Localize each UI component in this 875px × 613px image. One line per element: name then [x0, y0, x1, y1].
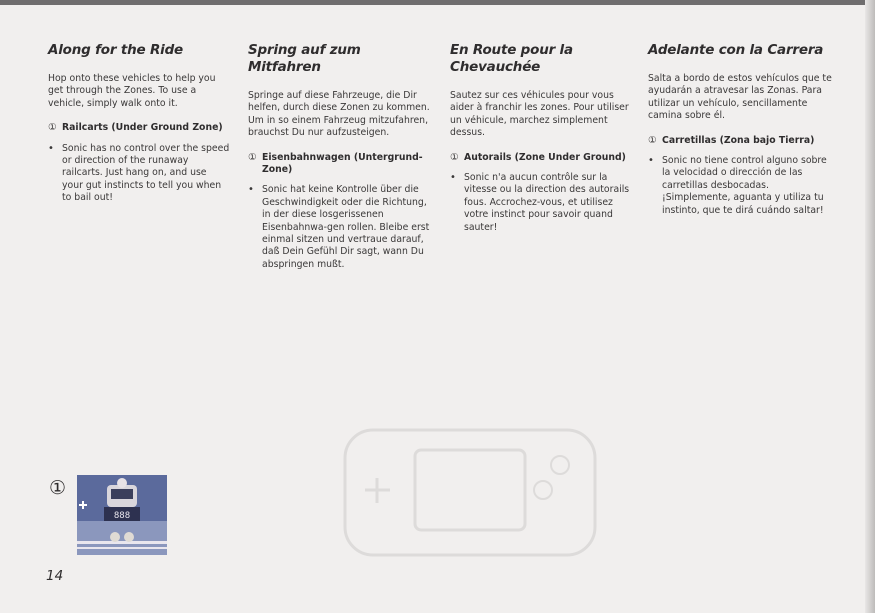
figure-number: ①: [49, 477, 67, 499]
item-title: Autorails (Zone Under Ground): [464, 151, 626, 163]
page-number: 14: [46, 568, 64, 584]
item-number: ①: [648, 134, 657, 146]
bullet-text: Sonic n'a aucun contrôle sur la vitesse ou la direction des autorails fous. Accrochez-vous, et utilisez votre instinct pour savoir quand sauter!: [464, 172, 630, 233]
column-title: Spring auf zum Mitfahren: [248, 42, 361, 75]
bullet-symbol: •: [450, 172, 456, 184]
column-intro: Sautez sur ces véhicules pour vous aider à franchir les zones. Pour utiliser un véhicule, marchez simplement dessus.: [450, 90, 629, 139]
column-intro: Springe auf diese Fahrzeuge, die Dir helfen, durch diese Zonen zu kommen. Um in so einem Fahrzeug mitzufahren, brauchst Du nur aufzusteigen.: [248, 90, 430, 139]
bullet-text: Sonic has no control over the speed or direction of the runaway railcarts. Just hang on, and use your gut instincts to tell you when to bail out!: [62, 142, 230, 204]
game-screenshot-railcart: [77, 475, 167, 555]
hud-counter: 888: [113, 511, 131, 521]
column-french: [450, 42, 630, 234]
page-top-edge: [0, 0, 875, 5]
bullet-text: Sonic hat keine Kontrolle über die Geschwindigkeit oder die Richtung, in der diese losgerissenen Eisenbahnwa-gen rollen. Bleibe erst einmal sitzen und vertraue darauf, daß Dein Gefühl Dir sagt, wann Du abspringen mußt.: [262, 184, 430, 270]
vehicle-heading: [48, 122, 230, 134]
bullet-item: [48, 143, 230, 205]
column-english: [48, 42, 230, 205]
bullet-item: [648, 155, 836, 217]
bullet-item: [248, 184, 432, 271]
column-title: Adelante con la Carrera: [648, 42, 824, 58]
column-title: Along for the Ride: [48, 42, 183, 58]
vehicle-heading: [248, 152, 432, 177]
bullet-item: [450, 172, 630, 234]
column-intro: Hop onto these vehicles to help you get through the Zones. To use a vehicle, simply walk onto it.: [48, 73, 216, 109]
bullet-text: Sonic no tiene control alguno sobre la velocidad o dirección de las carretillas desbocadas. ¡Simplemente, aguanta y utiliza tu instinto, que te dirá cuándo saltar!: [662, 155, 827, 216]
column-intro: Salta a bordo de estos vehículos que te ayudarán a atravesar las Zonas. Para utilizar un vehículo, sencillamente camina sobre él.: [648, 73, 832, 122]
item-title: Eisenbahnwagen (Untergrund-Zone): [262, 151, 423, 176]
item-number: ①: [450, 151, 459, 163]
column-german: [248, 42, 432, 271]
bullet-symbol: •: [48, 142, 54, 154]
item-number: ①: [248, 151, 257, 163]
item-title: Railcarts (Under Ground Zone): [62, 122, 223, 134]
bullet-symbol: •: [248, 184, 254, 196]
item-number: ①: [48, 122, 57, 134]
column-spanish: [648, 42, 836, 217]
show-through-console-image: [335, 420, 605, 560]
page-binding-edge: [865, 0, 875, 613]
bullet-symbol: •: [648, 155, 654, 167]
vehicle-heading: [648, 135, 836, 147]
vehicle-heading: [450, 152, 630, 164]
item-title: Carretillas (Zona bajo Tierra): [662, 134, 815, 146]
column-title: En Route pour la Chevauchée: [450, 42, 573, 75]
